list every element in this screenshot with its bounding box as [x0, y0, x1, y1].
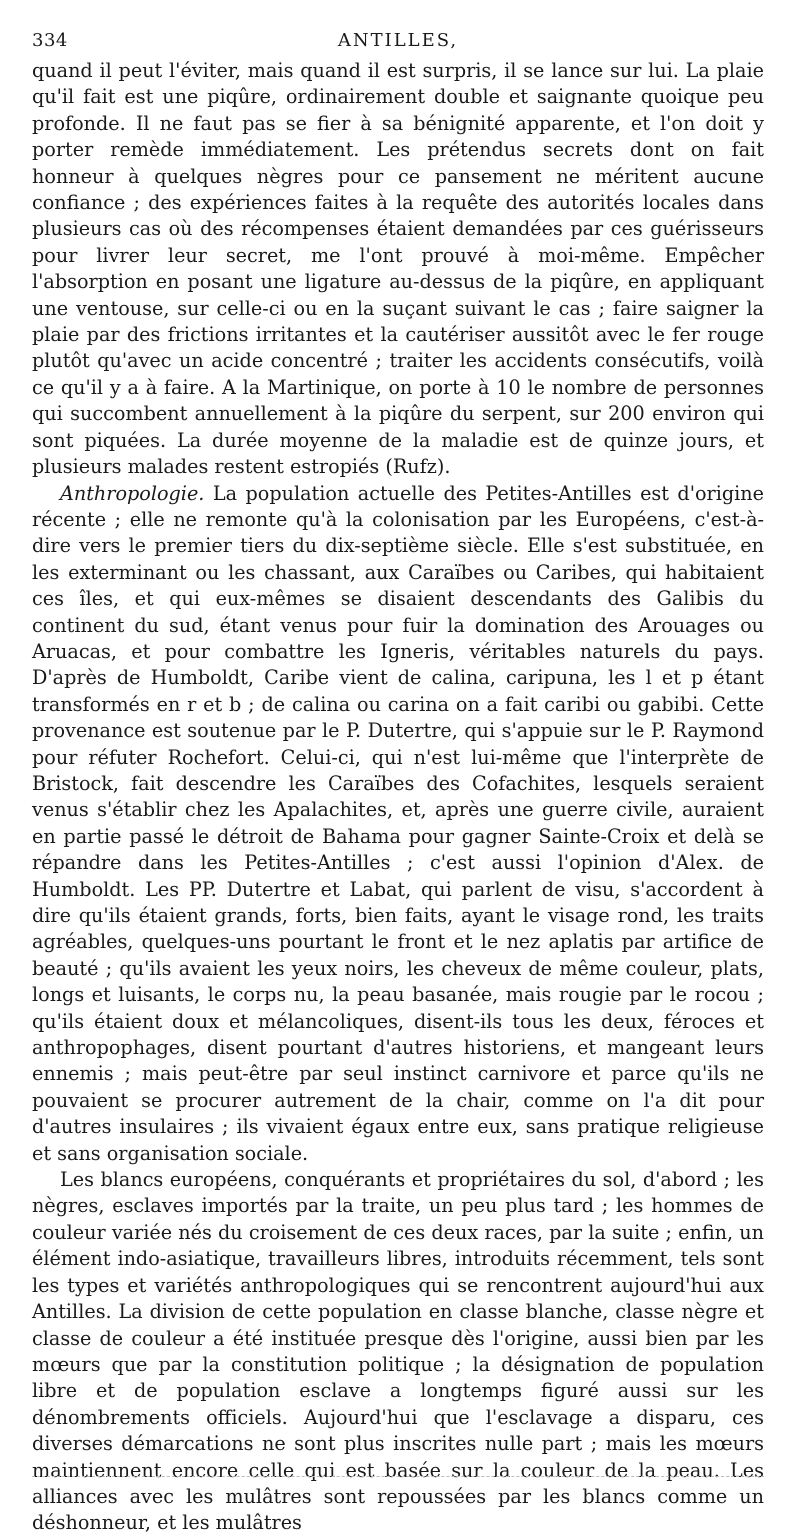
running-title: ANTILLES, [337, 30, 459, 51]
paragraph-3: Les blancs européens, conquérants et propriétaires du sol, d'abord ; les nègres, esclaves importés par la traite, un peu plus tard ; les hommes de couleur variée nés du croisement de ces deux races, par la suite ; enfin, un élément indo-asiatique, travailleurs libres, introduits récemment, tels sont les types et variétés anthropologiques qui se rencontrent aujourd'hui aux Antilles. La division de cette population en classe blanche, classe nègre et classe de couleur a été instituée presque dès l'origine, aussi bien par les mœurs que par la constitution politique ; la désignation de population libre et de population esclave a longtemps figuré aussi sur les dénombrements officiels. Aujourd'hui que l'esclavage a disparu, ces diverses démarcations ne sont plus inscrites nulle part ; mais les mœurs maintiennent encore celle qui est basée sur la couleur de la peau. Les alliances avec les mulâtres sont repoussées par les blancs comme un déshonneur, et les mulâtres [32, 1168, 764, 1535]
section-title: Anthropologie. [60, 481, 205, 505]
page-number: 334 [32, 30, 68, 51]
body-text [32, 58, 764, 1537]
paragraph-2-text: La population actuelle des Petites-Antilles est d'origine récente ; elle ne remonte qu'à la colonisation par les Européens, c'est-à-dire vers le premier tiers du dix-septième siècle. Elle s'est substituée, en les exterminant ou les chassant, aux Caraïbes ou Caribes, qui habitaient ces îles, et qui eux-mêmes se disaient descendants des Galibis du continent du sud, étant venus pour fuir la domination des Arouages ou Aruacas, et pour combattre les Igneris, véritables naturels du pays. D'après de Humboldt, Caribe vient de calina, caripuna, les l et p étant transformés en r et b ; de calina ou carina on a fait caribi ou gabibi. Cette provenance est soutenue par le P. Dutertre, qui s'appuie sur le P. Raymond pour réfuter Rochefort. Celui-ci, qui n'est lui-même que l'interprète de Bristock, fait descendre les Caraïbes des Cofachites, lesquels seraient venus s'établir chez les Apalachites, et, après une guerre civile, auraient en partie passé le détroit de Bahama pour gagner Sainte-Croix et delà se répandre dans les Petites-Antilles ; c'est aussi l'opinion d'Alex. de Humboldt. Les PP. Dutertre et Labat, qui parlent de visu, s'accordent à dire qu'ils étaient grands, forts, bien faits, ayant le visage rond, les traits agréables, quelques-uns pourtant le front et le nez aplatis par artifice de beauté ; qu'ils avaient les yeux noirs, les cheveux de même couleur, plats, longs et luisants, le corps nu, la peau basanée, mais rougie par le rocou ; qu'ils étaient doux et mélancoliques, disent-ils tous les deux, féroces et anthropophages, disent pourtant d'autres historiens, et mangeant leurs ennemis ; mais peut-être par seul instinct carnivore et parce qu'ils ne pouvaient se procurer autrement de la chair, comme on l'a dit pour d'autres insulaires ; ils vivaient égaux entre eux, sans pratique religieuse et sans organisation sociale. [32, 481, 764, 1165]
paragraph-1: quand il peut l'éviter, mais quand il est surpris, il se lance sur lui. La plaie qu'il fait est une piqûre, ordinairement double et saignante quoique peu profonde. Il ne faut pas se fier à sa bénignité apparente, et l'on doit y porter remède immédiatement. Les prétendus secrets dont on fait honneur à quelques nègres pour ce pansement ne méritent aucune confiance ; des expériences faites à la requête des autorités locales dans plusieurs cas où des récompenses étaient demandées par ces guérisseurs pour livrer leur secret, me l'ont prouvé à moi-même. Empêcher l'absorption en posant une ligature au-dessus de la piqûre, en appliquant une ventouse, sur celle-ci ou en la suçant suivant le cas ; faire saigner la plaie par des frictions irritantes et la cautériser aussitôt avec le fer rouge plutôt qu'avec un acide concentré ; traiter les accidents consécutifs, voilà ce qu'il y a à faire. A la Martinique, on porte à 10 le nombre de personnes qui succombent annuellement à la piqûre du serpent, sur 200 environ qui sont piquées. La durée moyenne de la maladie est de quinze jours, et plusieurs malades restent estropiés (Rufz). [32, 59, 764, 479]
paragraph-2 [32, 481, 764, 1168]
page-header [32, 22, 764, 58]
footer-scan-artifact [32, 1476, 764, 1479]
